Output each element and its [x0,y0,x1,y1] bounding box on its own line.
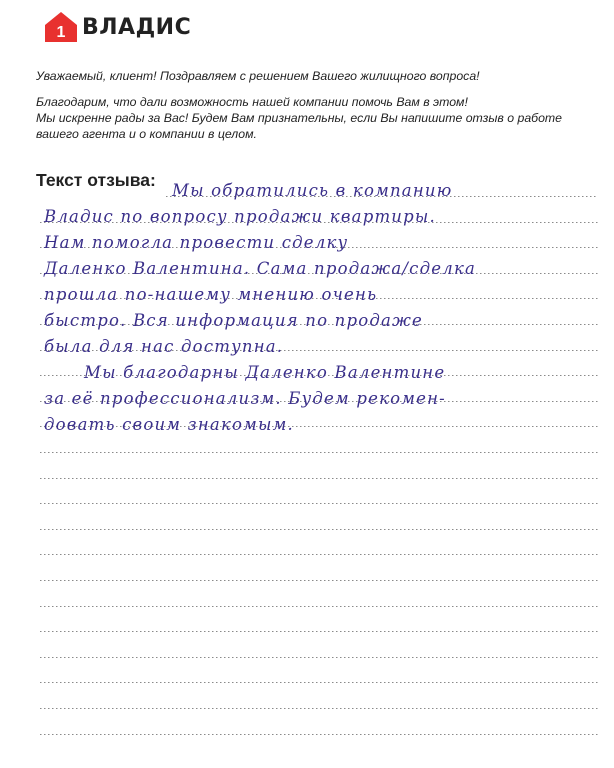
handwritten-line: за её профессионализм. Будем рекомен- [44,389,446,408]
intro-line-2: Мы искренне рады за Вас! Будем Вам признательны, если Вы напишите отзыв о работе [36,111,563,125]
handwritten-line: прошла по-нашему мнению очень [44,285,378,304]
handwritten-line: довать своим знакомым. [44,415,294,434]
handwritten-line: Мы благодарны Даленко Валентине [84,363,446,382]
intro-line-3: вашего агента и о компании в целом. [36,127,257,141]
brand-name: ВЛАДИС [82,14,192,40]
review-label: Текст отзыва: [36,170,156,190]
handwritten-line: Мы обратились в компанию [172,181,453,200]
handwritten-line: Даленко Валентина. Сама продажа/сделка [44,259,477,278]
handwritten-line: была для нас доступна. [44,337,284,356]
handwritten-line: Владис по вопросу продажи квартиры. [44,207,436,226]
handwritten-line: быстро. Вся информация по продаже [44,311,423,330]
intro-greeting: Уважаемый, клиент! Поздравляем с решением Вашего жилищного вопроса! [36,69,480,83]
logo-number: 1 [56,24,66,41]
intro-line-1: Благодарим, что дали возможность нашей компании помочь Вам в этом! [36,95,468,109]
handwritten-line: Нам помогла провести сделку [44,233,349,252]
